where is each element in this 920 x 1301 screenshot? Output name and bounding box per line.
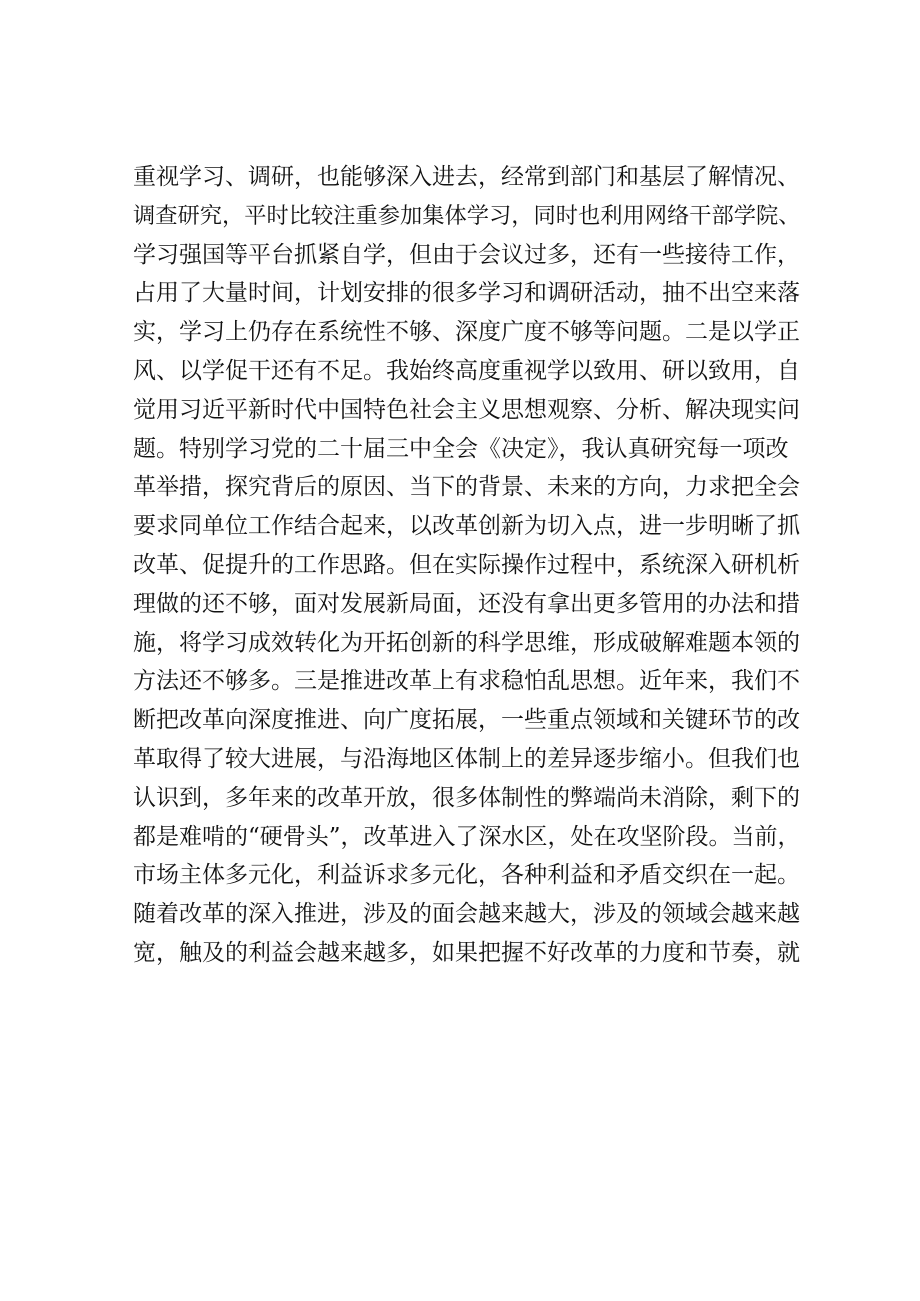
text-line-10: 要求同单位工作结合起来，以改革创新为切入点，进一步明晰了抓 xyxy=(133,513,800,540)
text-line-5: 实，学习上仍存在系统性不够、深度广度不够等问题。二是以学正 xyxy=(133,319,800,346)
text-line-3: 学习强国等平台抓紧自学，但由于会议过多，还有一些接待工作， xyxy=(133,241,800,268)
text-line-11: 改革、促提升的工作思路。但在实际操作过程中，系统深入研机析 xyxy=(133,551,800,578)
text-line-6: 风、以学促干还有不足。我始终高度重视学以致用、研以致用，自 xyxy=(133,357,800,384)
text-line-4: 占用了大量时间，计划安排的很多学习和调研活动，抽不出空来落 xyxy=(133,280,800,307)
text-line-13: 施，将学习成效转化为开拓创新的科学思维，形成破解难题本领的 xyxy=(133,629,800,656)
text-line-19: 市场主体多元化，利益诉求多元化，各种利益和矛盾交织在一起。 xyxy=(133,862,800,889)
text-line-14: 方法还不够多。三是推进改革上有求稳怕乱思想。近年来，我们不 xyxy=(133,668,800,695)
text-line-7: 觉用习近平新时代中国特色社会主义思想观察、分析、解决现实问 xyxy=(133,396,800,423)
text-line-18: 都是难啃的“硬骨头”，改革进入了深水区，处在攻坚阶段。当前， xyxy=(133,823,801,850)
text-line-21: 宽，触及的利益会越来越多，如果把握不好改革的力度和节奏，就 xyxy=(133,939,800,966)
text-line-15: 断把改革向深度推进、向广度拓展，一些重点领域和关键环节的改 xyxy=(133,707,800,734)
text-line-9: 革举措，探究背后的原因、当下的背景、未来的方向，力求把全会 xyxy=(133,474,800,501)
text-line-16: 革取得了较大进展，与沿海地区体制上的差异逐步缩小。但我们也 xyxy=(133,745,800,772)
body-paragraph xyxy=(133,158,801,973)
text-line-8: 题。特别学习党的二十届三中全会《决定》，我认真研究每一项改 xyxy=(133,435,789,462)
text-line-1: 重视学习、调研，也能够深入进去，经常到部门和基层了解情况、 xyxy=(133,164,800,190)
text-line-2: 调查研究，平时比较注重参加集体学习，同时也利用网络干部学院、 xyxy=(133,202,801,229)
text-line-20: 随着改革的深入推进，涉及的面会越来越大，涉及的领域会越来越 xyxy=(133,901,800,928)
text-line-17: 认识到，多年来的改革开放，很多体制性的弊端尚未消除，剩下的 xyxy=(133,784,800,811)
text-line-12: 理做的还不够，面对发展新局面，还没有拿出更多管用的办法和措 xyxy=(133,590,800,617)
